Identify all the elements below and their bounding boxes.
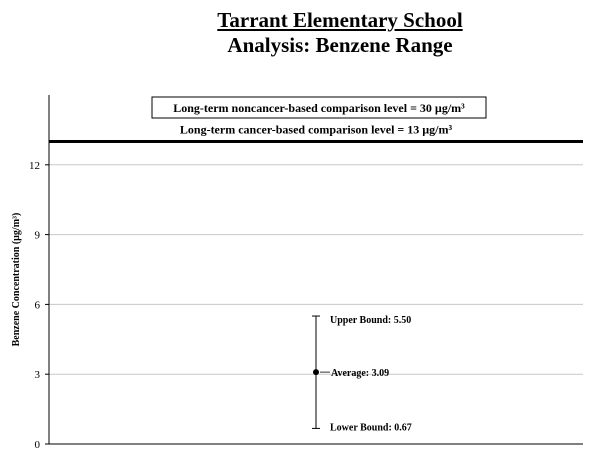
average-label: Average: 3.09 bbox=[331, 368, 390, 380]
lower-bound-label: Lower Bound: 0.67 bbox=[330, 422, 412, 434]
upper-bound-label: Upper Bound: 5.50 bbox=[330, 315, 412, 327]
chart-title: Tarrant Elementary School bbox=[217, 8, 463, 32]
cancer-level-label: Long-term cancer-based comparison level = 13 µg/m³ bbox=[179, 122, 453, 137]
y-tick-label: 0 bbox=[34, 439, 40, 451]
y-tick-label: 3 bbox=[34, 369, 40, 382]
y-ticks bbox=[29, 160, 49, 451]
y-tick-label: 6 bbox=[34, 299, 40, 312]
noncancer-level-label: Long-term noncancer-based comparison level = 30 µg/m³ bbox=[173, 101, 465, 115]
y-axis-label: Benzene Concentration (µg/m³) bbox=[11, 212, 22, 347]
y-tick-label: 12 bbox=[29, 159, 40, 172]
average-point bbox=[313, 369, 319, 375]
chart-subtitle: Analysis: Benzene Range bbox=[227, 33, 453, 57]
y-tick-label: 9 bbox=[34, 229, 40, 242]
